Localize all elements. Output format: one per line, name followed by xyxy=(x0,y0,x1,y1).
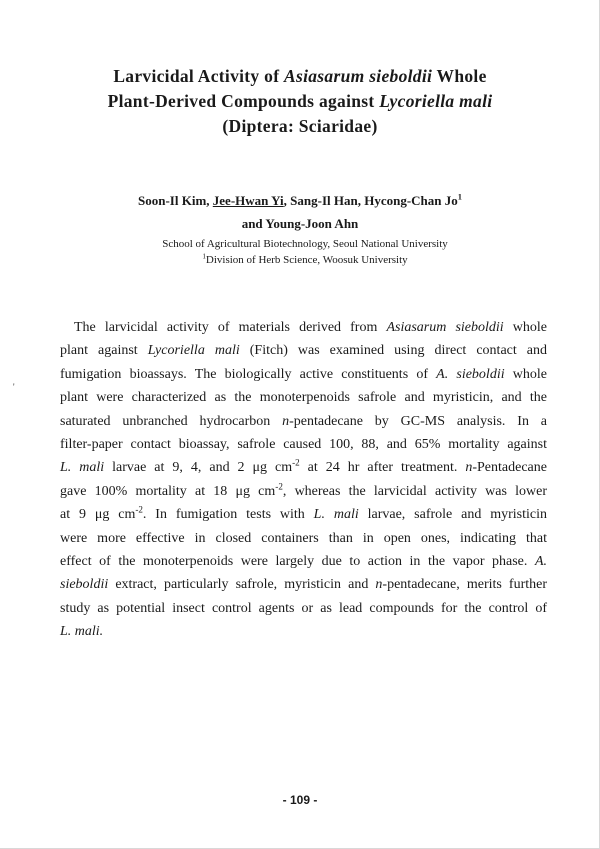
author-line-1: Soon-Il Kim, Jee-Hwan Yi, Sang-Il Han, Hycong-Chan Jo$^1$ xyxy=(138,191,462,208)
title-line-1: Larvicidal Activity of Asiasarum sieboldii Whole xyxy=(113,66,487,86)
affiliation-1: School of Agricultural Biotechnology, Seoul National University xyxy=(162,238,448,250)
abstract-line: fumigation bioassays. The biologically active constituents of A. sieboldii whole xyxy=(60,366,547,382)
paper-title xyxy=(60,64,540,139)
affiliation-2: $^1$Division of Herb Science, Woosuk University xyxy=(202,252,408,266)
title-line-2: Plant-Derived Compounds against Lycoriella mali xyxy=(107,91,493,111)
abstract-line: The larvicidal activity of materials derived from Asiasarum sieboldii whole xyxy=(74,320,547,335)
affiliations xyxy=(60,236,550,268)
abstract-line: plant were characterized as the monoterpenoids safrole and myristicin, and the xyxy=(60,390,547,406)
author-line-2: and Young-Joon Ahn xyxy=(241,216,359,231)
title-line-3: (Diptera: Sciaridae) xyxy=(222,116,378,136)
stray-mark: ' xyxy=(13,382,15,392)
abstract-line: plant against Lycoriella mali (Fitch) was examined using direct contact and xyxy=(60,343,547,359)
abstract-line: sieboldii extract, particularly safrole, myristicin and n-pentadecane, merits further xyxy=(60,577,548,593)
abstract xyxy=(60,316,547,644)
abstract-line: study as potential insect control agents or as lead compounds for the control of xyxy=(60,600,547,616)
abstract-line: saturated unbranched hydrocarbon n-pentadecane by GC-MS analysis. In a xyxy=(60,413,547,429)
abstract-line: at 9 μg $cm^{-2}$. In fumigation tests with L. mali larvae, safrole and myristicin xyxy=(60,504,547,523)
abstract-line: filter-paper contact bioassay, safrole caused 100, 88, and 65% mortality against xyxy=(60,437,547,453)
page-number: - 109 - xyxy=(282,793,318,807)
abstract-line: effect of the monoterpenoids were largely due to action in the vapor phase. A. xyxy=(60,554,547,570)
abstract-line: L. mali. xyxy=(60,624,104,640)
abstract-line: were more effective in closed containers than in open ones, indicating that xyxy=(60,530,547,546)
presenting-author: Jee-Hwan Yi xyxy=(212,193,284,208)
abstract-line: gave 100% mortality at 18 μg $cm^{-2}$, whereas the larvicidal activity was lower xyxy=(60,481,547,499)
author-list xyxy=(60,189,540,235)
abstract-line: L. mali larvae at 9, 4, and 2 μg $cm^{-2}$ at 24 hr after treatment. n-Pentadecane xyxy=(60,457,547,476)
